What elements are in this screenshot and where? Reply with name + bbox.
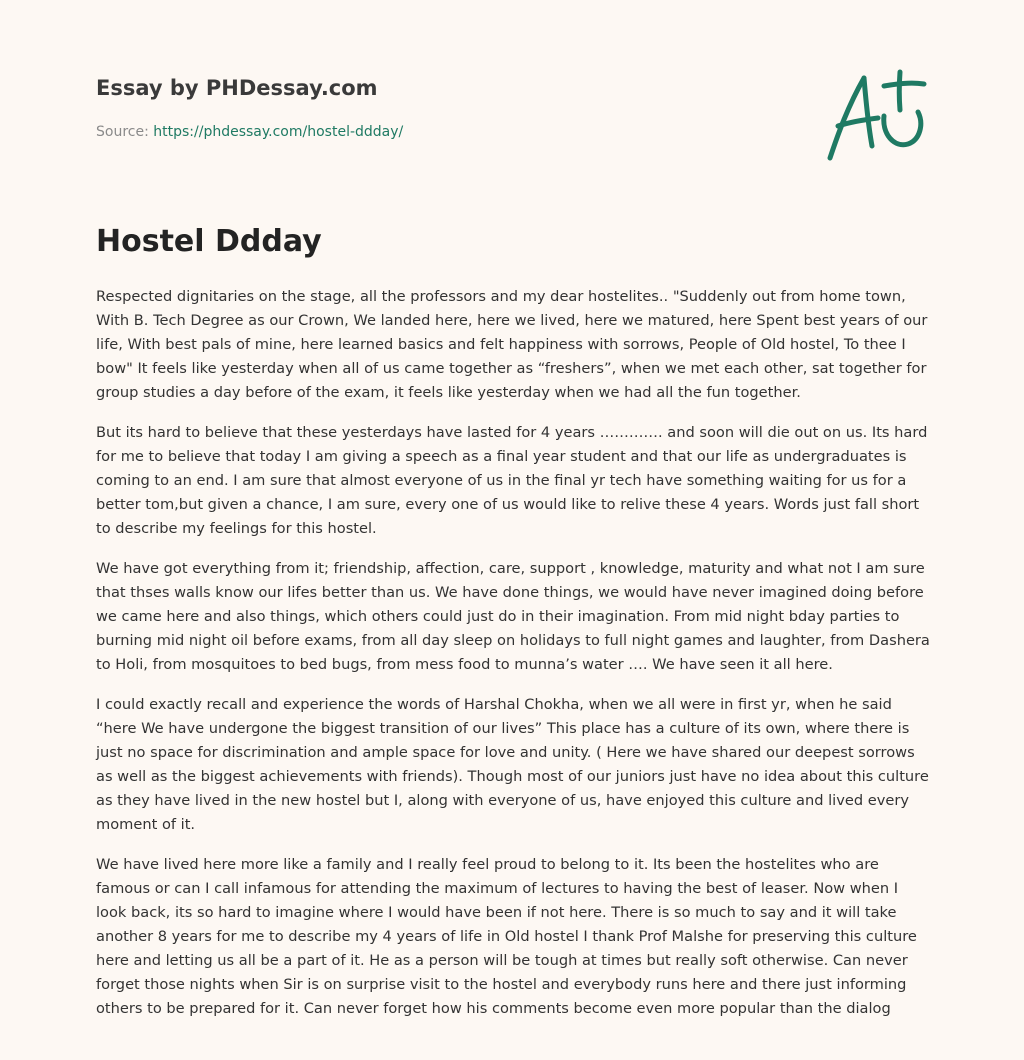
essay-paragraph: Respected dignitaries on the stage, all the professors and my dear hostelites.. "Suddenly out from home town, With B. Tech Degree as our Crown, We landed here, here we lived, here we matured, here Spent best years of our life, With best pals of mine, here learned basics and felt happiness with sorrows, People of Old hostel, To thee I bow" It feels like yesterday when all of us came together as “freshers”, when we met each other, sat together for group studies a day before of the exam, it feels like yesterday when we had all the fun together. — [96, 288, 928, 401]
essay-title: Hostel Ddday — [96, 224, 322, 259]
a-plus-logo-icon — [824, 64, 928, 164]
essay-paragraph: I could exactly recall and experience the words of Harshal Chokha, when we all were in first yr, when he said “here We have undergone the biggest transition of our lives” This place has a culture of its own, where there is just no space for discrimination and ample space for love and unity. ( Here we have shared our deepest sorrows as well as the biggest achievements with friends). Though most of our juniors just have no idea about this culture as they have lived in the new hostel but I, along with everyone of us, have enjoyed this culture and lived every moment of it. — [96, 696, 929, 833]
site-title: Essay by PHDessay.com — [96, 76, 378, 100]
source-link[interactable]: https://phdessay.com/hostel-ddday/ — [153, 124, 404, 140]
essay-paragraph: But its hard to believe that these yesterdays have lasted for 4 years …………. and soon will die out on us. Its hard for me to believe that today I am giving a speech as a final year student and that our life as undergraduates is coming to an end. I am sure that almost everyone of us in the final yr tech have something waiting for us for a better tom,but given a chance, I am sure, every one of us would like to relive these 4 years. Words just fall short to describe my feelings for this hostel. — [96, 424, 928, 537]
essay-paragraph: We have lived here more like a family and I really feel proud to belong to it. Its been the hostelites who are famous or can I call infamous for attending the maximum of lectures to having the best of leaser. Now when I look back, its so hard to imagine where I would have been if not here. There is so much to say and it will take another 8 years for me to describe my 4 years of life in Old hostel I thank Prof Malshe for preserving this culture here and letting us all be a part of it. He as a person will be tough at times but really soft otherwise. Can never forget those nights when Sir is on surprise visit to the hostel and everybody runs here and there just informing others to be prepared for it. Can never forget how his comments become even more popular than the dialog — [96, 856, 917, 1017]
source-label: Source: — [96, 124, 154, 140]
source-line — [96, 124, 403, 140]
essay-paragraph: We have got everything from it; friendship, affection, care, support , knowledge, maturity and what not I am sure that thses walls know our lifes better than us. We have done things, we would have never imagined doing before we came here and also things, which others could just do in their imagination. From mid night bday parties to burning mid night oil before exams, from all day sleep on holidays to full night games and laughter, from Dashera to Holi, from mosquitoes to bed bugs, from mess food to munna’s water …. We have seen it all here. — [96, 560, 930, 673]
essay-body — [96, 285, 932, 1037]
